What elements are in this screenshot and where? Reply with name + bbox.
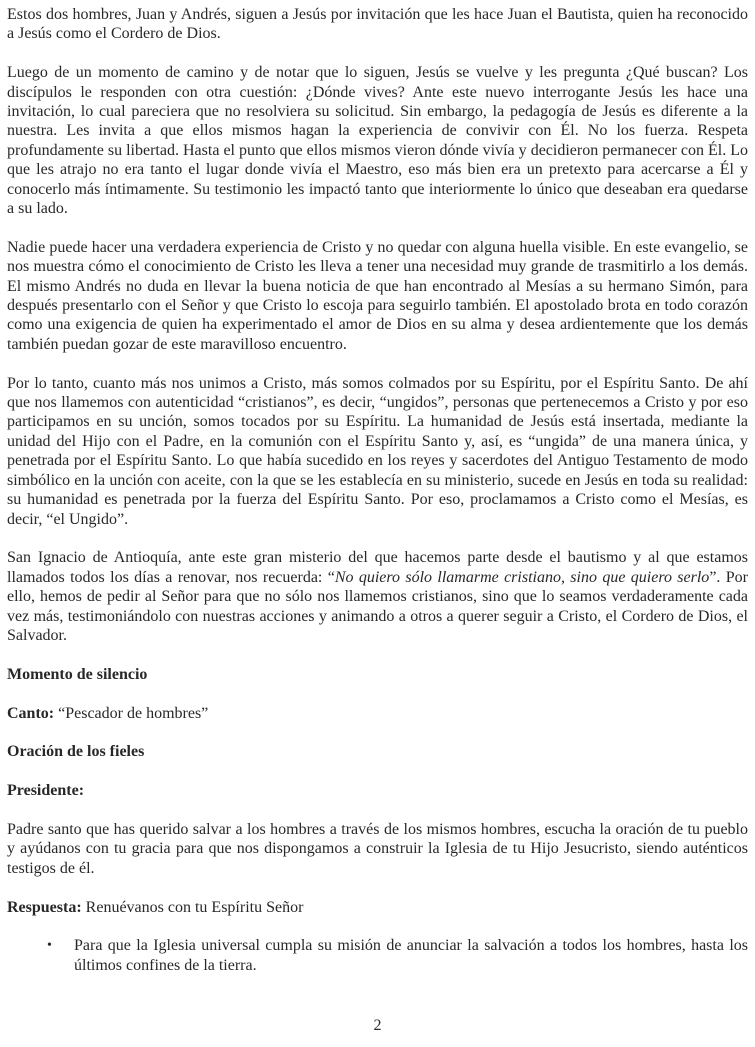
san-ignacio-text-after: ”. Por ello, hemos de pedir al Señor para que no sólo nos llamemos cristianos, sino que lo seamos verdaderamente cada vez más, testimoniándolo con nuestras acciones y animando a otros a querer seguir a Cristo, el Cordero de Dios, el Salvador. (7, 568, 748, 644)
paragraph-invitation: Luego de un momento de camino y de notar que lo siguen, Jesús se vuelve y les pregunta ¿Qué buscan? Los discípulos le responden con otra cuestión: ¿Dónde vives? Ante este nuevo interrogante Jesús les hace una invitación, lo cual pareciera que no resolviera su solicitud. Sin embargo, la pedagogía de Jesús es diferente a la nuestra. Les invita a que ellos mismos hagan la experiencia de convivir con Él. No los fuerza. Respeta profundamente su libertad. Hasta el punto que ellos mismos vieron dónde vivía y decidieron permanecer con Él. Lo que les atrajo no era tanto el lugar donde vivía el Maestro, eso más bien era un pretexto para acercarse a Él y conocerlo más íntimamente. Su testimonio les impactó tanto que interiormente lo único que deseaban era quedarse a su lado. (7, 64, 748, 218)
list-item-text: Para que la Iglesia universal cumpla su misión de anunciar la salvación a todos los hombres, hasta los últimos confines de la tierra. (74, 937, 748, 974)
san-ignacio-quote: No quiero sólo llamarme cristiano, sino que quiero serlo (334, 568, 710, 586)
heading-momento-de-silencio: Momento de silencio (7, 665, 148, 683)
list-item (7, 936, 748, 975)
paragraph-disciples-intro: Estos dos hombres, Juan y Andrés, siguen a Jesús por invitación que les hace Juan el Bautista, quien ha reconocido a Jesús como el Cordero de Dios. (7, 6, 748, 43)
page-number: 2 (373, 1016, 382, 1034)
page-footer (7, 1016, 748, 1035)
respuesta-label: Respuesta: (7, 898, 82, 916)
paragraph-san-ignacio (7, 548, 748, 645)
canto-title: “Pescador de hombres” (58, 704, 209, 722)
san-ignacio-text-before: San Ignacio de Antioquía, ante este gran misterio del que hacemos parte desde el bautismo y al que estamos llamados todos los días a renovar, nos recuerda: “ (7, 549, 748, 586)
canto-label: Canto: (7, 704, 55, 722)
heading-oracion-de-los-fieles: Oración de los fieles (7, 743, 145, 761)
respuesta-text: Renuévanos con tu Espíritu Señor (85, 898, 304, 916)
heading-presidente: Presidente: (7, 782, 85, 800)
bullet-icon: • (47, 938, 52, 954)
paragraph-testimony: Nadie puede hacer una verdadera experiencia de Cristo y no quedar con alguna huella visible. En este evangelio, se nos muestra cómo el conocimiento de Cristo les lleva a tener una necesidad muy grande de trasmitirlo a los demás. El mismo Andrés no duda en llevar la buena noticia de que han encontrado al Mesías a su hermano Simón, para después presentarlo con el Señor y que Cristo lo escoja para seguirlo también. El apostolado brota en todo corazón como una exigencia de quien ha experimentado el amor de Dios en su alma y desea ardientemente que los demás también puedan gozar de este maravilloso encuentro. (7, 238, 748, 353)
respuesta-line (7, 898, 748, 917)
paragraph-espiritu-santo: Por lo tanto, cuanto más nos unimos a Cristo, más somos colmados por su Espíritu, por el Espíritu Santo. De ahí que nos llamemos con autenticidad “cristianos”, es decir, “ungidos”, personas que pertenecemos a Cristo y por eso participamos en su unción, somos tocados por su Espíritu. La humanidad de Jesús está insertada, mediante la unidad del Hijo con el Padre, en la comunión con el Espíritu Santo y, así, es “ungida” de una manera única, y penetrada por el Espíritu Santo. Lo que había sucedido en los reyes y sacerdotes del Antiguo Testamento de modo simbólico en la unción con aceite, con la que se les establecía en su ministerio, sucede en Jesús en toda su realidad: su humanidad es penetrada por la fuerza del Espíritu Santo. Por eso, proclamamos a Cristo como el Mesías, es decir, “el Ungido”. (7, 374, 748, 528)
petitions-list (7, 936, 748, 975)
paragraph-padre-santo: Padre santo que has querido salvar a los hombres a través de los mismos hombres, escucha la oración de tu pueblo y ayúdanos con tu gracia para que nos dispongamos a construir la Iglesia de tu Hijo Jesucristo, siendo auténticos testigos de él. (7, 820, 748, 877)
canto-line (7, 704, 748, 723)
